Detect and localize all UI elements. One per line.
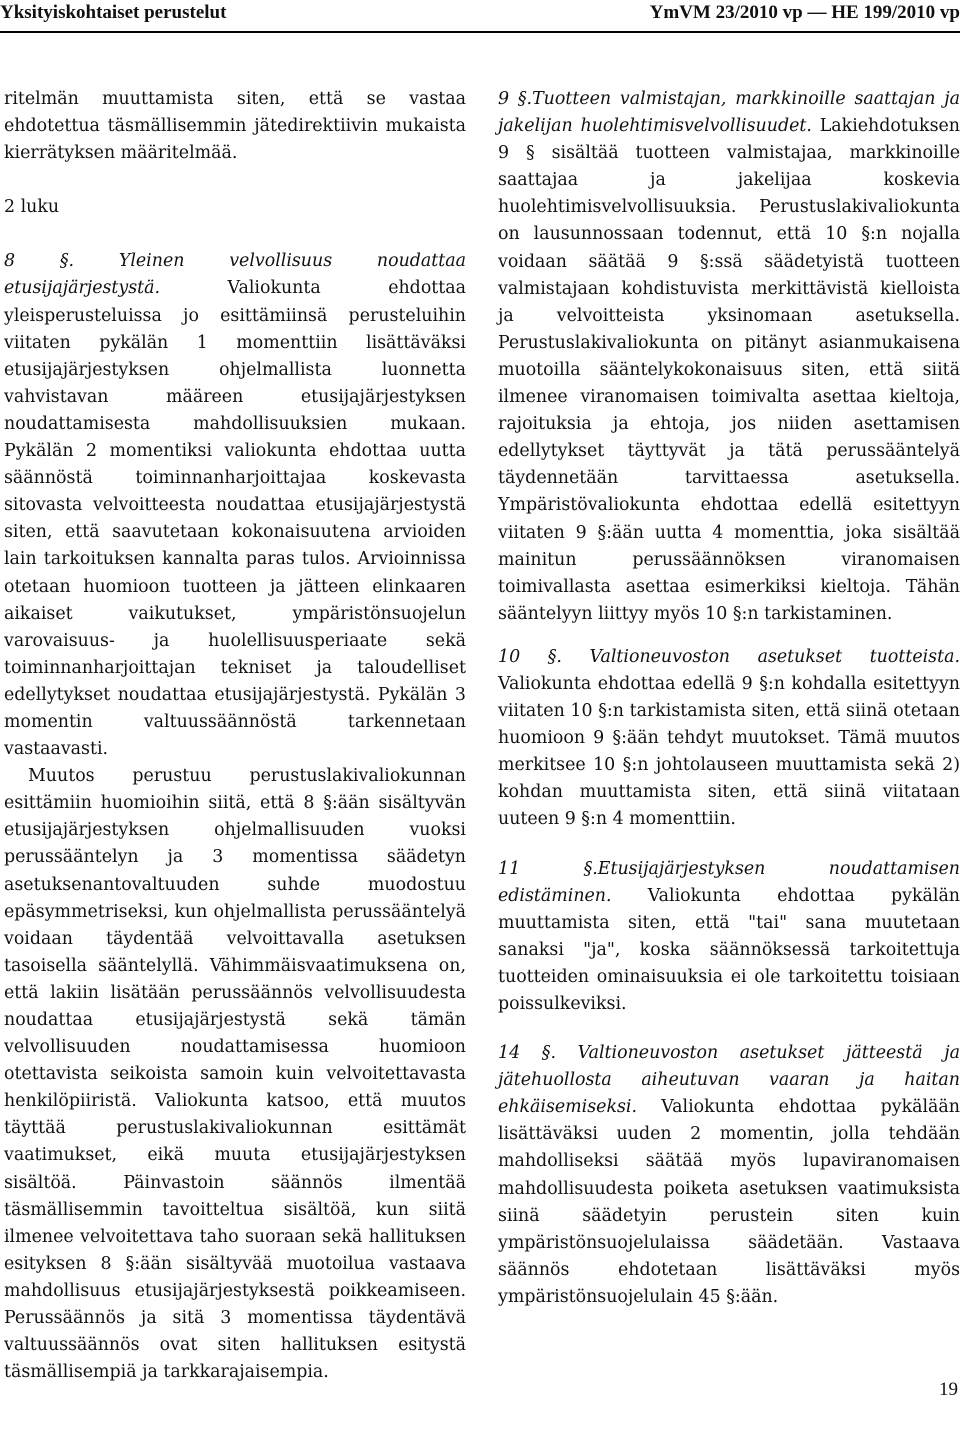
section-9-paragraph <box>498 86 960 628</box>
section-9-heading: 9 §.Tuotteen valmistajan, markkinoille saattajan ja jakelijan huolehtimisvelvollisuudet. <box>498 89 960 137</box>
right-column <box>498 86 960 1311</box>
header-section-title: Yksityiskohtaiset perustelut <box>0 2 227 23</box>
section-8-paragraph-2: Muutos perustuu perustuslakivaliokunnan esittämiin huomioihin siitä, että 8 §:ään sisältyvän etusijajärjestyksen ohjelmallisuuden vuoksi perussääntelyn ja 3 momentissa säädetyn asetuksenantovaltuuden suhde muodostuu epäsymmetriseksi, kun ohjelmallista perussääntelyä voidaan täydentää velvoittavalla asetuksen tasoisella sääntelyllä. Vähimmäisvaatimuksena on, että lakiin lisätään perussäännös velvollisuudesta noudattaa etusijajärjestystä sekä tämän velvollisuuden noudattamisessa huomioon otettavista seikoista samoin kuin velvoitettavasta henkilöpiiristä. Valiokunta katsoo, että muutos täyttää perustuslakivaliokunnan esittämät vaatimukset, eikä muuta etusijajärjestyksen sisältöä. Päinvastoin säännös ilmentää täsmällisemmin tavoitteltua sisältöä, kun siitä ilmenee velvoitettava taho suoraan sekä hallituksen esityksen 8 §:ään sisältyvää muotoilua vastaava mahdollisuus etusijajärjestyksestä poikkeamiseen. Perussäännös ja sitä 3 momentissa täydentävä valtuussäännös ovat siten hallituksen esitystä täsmällisempiä ja tarkkarajaisempia. <box>4 766 466 1383</box>
section-11-paragraph <box>498 856 960 1019</box>
section-11-text: Valiokunta ehdottaa pykälän muuttamista siten, että "tai" sana muutetaan sanaksi "ja", koska säännöksessä tarkoitettuja tuotteiden ominaisuuksia ei ole tarkoitettu toisiaan poissulkeviksi. <box>498 885 960 1014</box>
section-10-text: Valiokunta ehdottaa edellä 9 §:n kohdalla esitettyyn viitaten 10 §:n tarkistamista siten, että siinä otetaan huomioon 9 §:ään tehdyt muutokset. Tämä muutos merkitsee 10 §:n johtolauseen muuttamista sekä 2) kohdan muuttamista siten, että siinä viitataan uuteen 9 §:n 4 momenttiin. <box>498 673 960 830</box>
header-rule <box>0 31 960 33</box>
section-10-heading: 10 §. Valtioneuvoston asetukset tuotteista. <box>498 646 960 667</box>
left-column <box>4 86 466 1386</box>
section-14-heading: 14 §. Valtioneuvoston asetukset jätteestä ja jätehuollosta aiheutuvan vaaran ja haitan ehkäisemiseksi. <box>498 1043 960 1118</box>
section-14-paragraph <box>498 1040 960 1311</box>
page-header <box>0 0 960 30</box>
section-9-text: Lakiehdotuksen 9 § sisältää tuotteen valmistajaa, markkinoille saattajaa ja jakelijaa koskevia huolehtimisvelvollisuuksia. Perustuslakivaliokunta on lausunnossaan todennut, että 10 §:n nojalla voidaan säätää 9 §:ssä säädetyistä tuotteen valmistajaan kohdistuvista merkittävistä kielloista ja velvoitteista yksinomaan asetuksella. Perustuslakivaliokunta on pitänyt asianmukaisena muotoilla sääntelykokonaisuus siten, että siitä ilmenee viranomaisen toimivalta asettaa kieltoja, rajoituksia ja ehtoja, jos niiden asettamisen edellytykset täyttyvät ja tätä perussääntelyä täydennetään tarvittaessa asetuksella. Ympäristövaliokunta ehdottaa edellä esitettyyn viitaten 9 §:ään uutta 4 momenttia, joka sisältää mainitun perussäännöksen viranomaisen toimivallasta asettaa esimerkiksi kieltoja. Tähän sääntelyyn liittyy myös 10 §:n tarkistaminen. <box>498 116 960 624</box>
section-11-heading: 11 §.Etusijajärjestyksen noudattamisen edistäminen. <box>498 858 960 906</box>
chapter-heading: 2 luku <box>4 197 60 218</box>
section-8-text: Valiokunta ehdottaa yleisperusteluissa jo esittämiinsä perusteluihin viitaten pykälän 1 momenttiin lisättäväksi etusijajärjestyksen ohjelmallista luonnetta vahvistavan määreen etusijajärjestyksen noudattamisesta mahdollisuuksien mukaan. Pykälän 2 momentiksi valiokunta ehdottaa uutta säännöstä toiminnanharjoittajaa koskevasta sitovasta velvoitteesta noudattaa etusijajärjestystä siten, että saavutetaan kokonaisuutena arvioiden lain tarkoituksen kannalta paras tulos. Arvioinnissa otetaan huomioon tuotteen ja jätteen elinkaaren aikaiset vaikutukset, ympäristönsuojelun varovaisuus- ja huolellisuusperiaate sekä toiminnanharjoittajan tekniset ja taloudelliset edellytykset noudattaa etusijajärjestystä. Pykälän 3 momentin valtuussäännöstä tarkennetaan vastaavasti. <box>4 278 467 760</box>
section-10-paragraph <box>498 644 960 834</box>
section-8-heading: 8 §. Yleinen velvollisuus noudattaa etusijajärjestystä. <box>4 251 466 299</box>
page-number: 19 <box>939 1379 958 1400</box>
continuation-paragraph: ritelmän muuttamista siten, että se vastaa ehdotettua täsmällisemmin jätedirektiivin mukaista kierrätyksen määritelmää. <box>4 89 466 164</box>
header-document-id: YmVM 23/2010 vp — HE 199/2010 vp <box>649 2 960 23</box>
section-8-paragraph <box>4 248 466 763</box>
section-14-text: Valiokunta ehdottaa pykälään lisättäväksi uuden 2 momentin, jolla tehdään mahdolliseksi säätää myös lupaviranomaisen mahdollisuudesta poiketa asetuksen vaatimuksista siinä säädetyin perustein siten kuin ympäristönsuojelulaissa säädetään. Vastaava säännös ehdotetaan lisättäväksi myös ympäristönsuojelulain 45 §:ään. <box>498 1097 960 1307</box>
